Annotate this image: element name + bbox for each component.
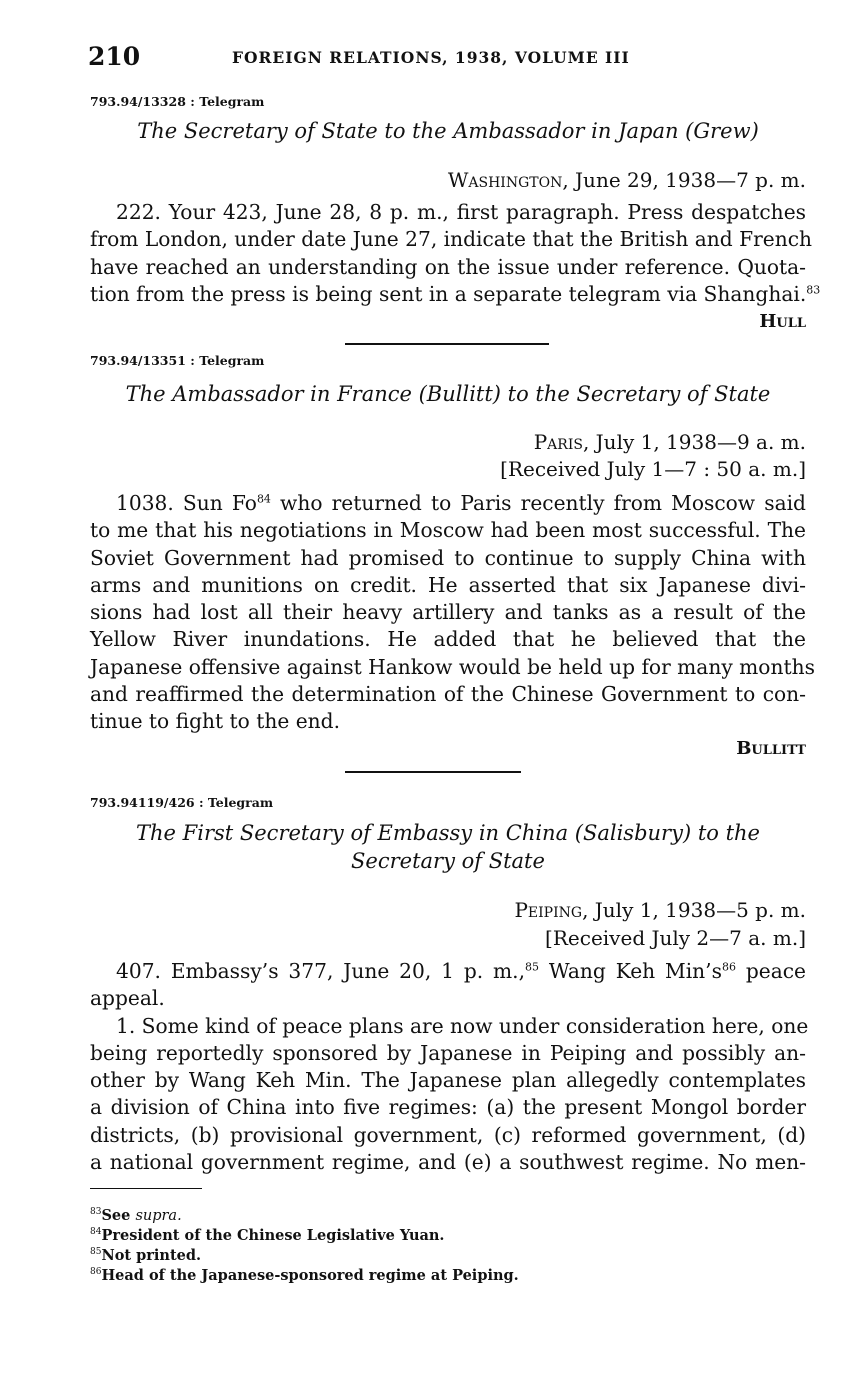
title-line: The Ambassador in France (Bullitt) to the Secretary of State xyxy=(125,382,771,406)
document-title xyxy=(90,819,806,875)
telegram-body xyxy=(90,199,821,308)
body-line: arms and munitions on credit. He asserted that six Japanese divi- xyxy=(90,572,806,597)
footnote: $^{84}$President of the Chinese Legislative Yuan. xyxy=(90,1227,445,1244)
dateline-place: Peiping xyxy=(514,898,583,922)
page-number: 210 xyxy=(88,42,141,71)
footnote: $^{86}$Head of the Japanese-sponsored regime at Peiping. xyxy=(90,1267,519,1284)
section-divider xyxy=(345,343,549,345)
body-line: a division of China into five regimes: (a) the present Mongol border xyxy=(90,1095,806,1120)
footnote-ref: 86 xyxy=(721,960,736,974)
dateline-date: , June 29, 1938—7 p. m. xyxy=(562,168,806,192)
received-note: [Received July 1—7 : 50 a. m.] xyxy=(500,457,806,481)
dateline-place: Washington xyxy=(447,168,563,192)
body-line: Soviet Government had promised to continue to supply China with xyxy=(90,545,806,570)
footnote-ref: 83 xyxy=(806,283,821,297)
document-title xyxy=(90,380,806,408)
dateline xyxy=(534,430,806,454)
body-line: have reached an understanding on the issue under reference. Quota- xyxy=(90,254,806,279)
file-reference: 793.94119/426 : Telegram xyxy=(90,795,274,810)
dateline-date: , July 1, 1938—9 a. m. xyxy=(582,430,806,454)
received-note: [Received July 2—7 a. m.] xyxy=(545,926,806,950)
body-line: Japanese offensive against Hankow would be held up for many months xyxy=(90,654,815,679)
body-line: and reaffirmed the determination of the Chinese Government to con- xyxy=(90,682,806,707)
footnotes xyxy=(90,1206,519,1286)
body-line: tinue to fight to the end. xyxy=(90,709,340,734)
body-line: being reportedly sponsored by Japanese in Peiping and possibly an- xyxy=(90,1040,806,1065)
footnote-divider xyxy=(90,1188,202,1189)
dateline-date: , July 1, 1938—5 p. m. xyxy=(582,898,806,922)
signature: Hull xyxy=(759,311,806,332)
body-line: other by Wang Keh Min. The Japanese plan allegedly contemplates xyxy=(90,1068,806,1093)
body-line: 1038. Sun Fo$^{84}$ who returned to Paris recently from Moscow said xyxy=(116,491,806,515)
dateline xyxy=(448,168,806,192)
body-line: a national government regime, and (e) a southwest regime. No men- xyxy=(90,1150,806,1175)
body-line: Yellow River inundations. He added that he believed that the xyxy=(90,627,806,652)
body-line: 407. Embassy’s 377, June 20, 1 p. m.,$^{85}$ Wang Keh $Min’s^{86}$ peace xyxy=(116,959,806,983)
footnote: $^{83}$See supra. xyxy=(90,1207,182,1224)
body-line: from London, under date June 27, indicate that the British and French xyxy=(90,227,813,252)
footnote-ref: 85 xyxy=(525,960,540,974)
title-line: The Secretary of State to the Ambassador in Japan (Grew) xyxy=(137,119,759,143)
section-divider xyxy=(345,771,521,773)
file-reference: 793.94/13328 : Telegram xyxy=(90,94,265,109)
body-line: appeal. xyxy=(90,986,165,1011)
body-line: to me that his negotiations in Moscow had been most successful. The xyxy=(90,518,806,543)
body-line: sions had lost all their heavy artillery and tanks as a result of the xyxy=(90,600,806,625)
title-line: Secretary of State xyxy=(351,849,545,873)
telegram-body xyxy=(90,958,809,1176)
telegram-body xyxy=(90,490,815,736)
dateline-place: Paris xyxy=(533,430,583,454)
footnote: $^{85}$Not printed. xyxy=(90,1247,202,1264)
title-line: The First Secretary of Embassy in China (Salisbury) to the xyxy=(136,821,760,845)
dateline xyxy=(514,898,806,922)
signature: Bullitt xyxy=(736,738,806,759)
footnote-ref: 84 xyxy=(256,492,271,506)
body-line: districts, (b) provisional government, (c) reformed government, (d) xyxy=(90,1122,806,1147)
body-line: 222. Your 423, June 28, 8 p. m., first paragraph. Press despatches xyxy=(116,200,806,224)
file-reference: 793.94/13351 : Telegram xyxy=(90,353,265,368)
document-title xyxy=(90,117,806,145)
body-line: tion from the press is being sent in a separate telegram via Shanghai.$^{83}$ xyxy=(90,281,821,306)
body-line: 1. Some kind of peace plans are now under consideration here, one xyxy=(116,1013,809,1038)
running-head: FOREIGN RELATIONS, 1938, VOLUME III xyxy=(232,48,630,67)
